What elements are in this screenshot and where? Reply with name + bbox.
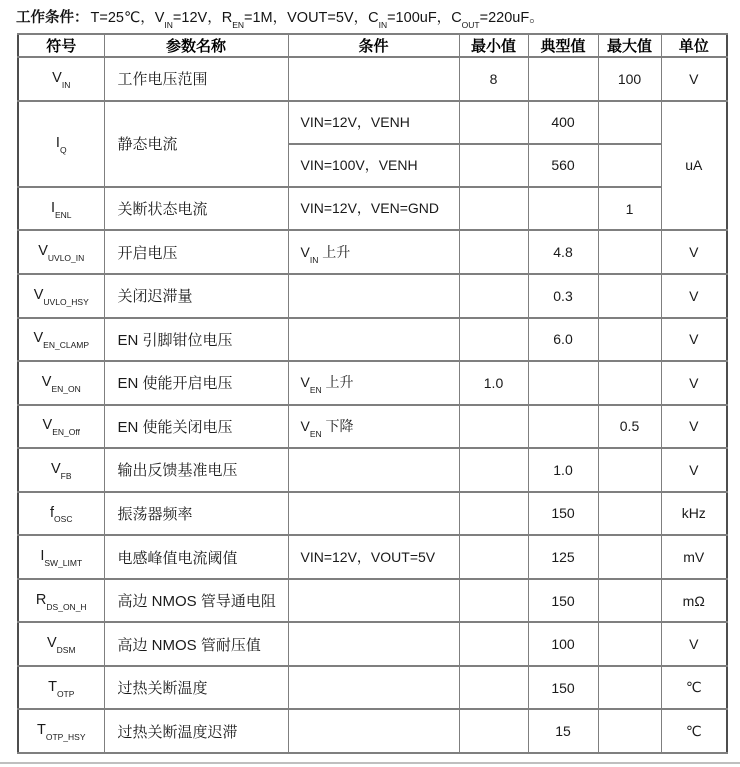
unit-cell: V bbox=[661, 230, 727, 274]
param-name-cell: EN 使能关闭电压 bbox=[104, 405, 288, 449]
min-cell bbox=[459, 535, 528, 579]
min-cell bbox=[459, 579, 528, 623]
min-cell: 8 bbox=[459, 57, 528, 101]
typ-cell bbox=[528, 57, 598, 101]
min-cell bbox=[459, 709, 528, 753]
unit-cell: kHz bbox=[661, 492, 727, 536]
max-cell: 1 bbox=[598, 187, 661, 231]
table-row bbox=[18, 492, 727, 536]
table-row bbox=[18, 361, 727, 405]
min-cell bbox=[459, 666, 528, 710]
symbol-cell: $V_{UVLO\_IN}$ bbox=[18, 230, 104, 274]
typ-cell: 0.3 bbox=[528, 274, 598, 318]
min-cell bbox=[459, 101, 528, 144]
symbol-cell: $T_{OTP\_HSY}$ bbox=[18, 709, 104, 753]
max-cell bbox=[598, 492, 661, 536]
condition-cell bbox=[288, 579, 459, 623]
typ-cell: 150 bbox=[528, 492, 598, 536]
param-name-cell: 关闭迟滞量 bbox=[104, 274, 288, 318]
condition-cell: VIN=12V，VEN=GND bbox=[288, 187, 459, 231]
param-name-cell: EN 引脚钳位电压 bbox=[104, 318, 288, 362]
symbol-cell: $I_{ENL}$ bbox=[18, 187, 104, 231]
symbol-cell: $V_{UVLO\_HSY}$ bbox=[18, 274, 104, 318]
param-name-cell: 静态电流 bbox=[104, 101, 288, 187]
table-row bbox=[18, 187, 727, 231]
max-cell: 0.5 bbox=[598, 405, 661, 449]
header-symbol: 符号 bbox=[18, 34, 104, 57]
min-cell bbox=[459, 405, 528, 449]
condition-cell bbox=[288, 622, 459, 666]
condition-cell bbox=[288, 448, 459, 492]
max-cell bbox=[598, 318, 661, 362]
min-cell bbox=[459, 492, 528, 536]
param-name-cell: 关断状态电流 bbox=[104, 187, 288, 231]
typ-cell: 1.0 bbox=[528, 448, 598, 492]
table-row bbox=[18, 318, 727, 362]
symbol-cell: $V_{DSM}$ bbox=[18, 622, 104, 666]
table-row bbox=[18, 535, 727, 579]
min-cell bbox=[459, 230, 528, 274]
param-name-cell: 高边 NMOS 管导通电阻 bbox=[104, 579, 288, 623]
param-name-cell: 过热关断温度迟滞 bbox=[104, 709, 288, 753]
operating-conditions-line bbox=[16, 6, 544, 28]
min-cell bbox=[459, 274, 528, 318]
typ-cell: 100 bbox=[528, 622, 598, 666]
condition-cell bbox=[288, 492, 459, 536]
max-cell bbox=[598, 448, 661, 492]
unit-cell: uA bbox=[661, 101, 727, 231]
table-header-row bbox=[18, 34, 727, 57]
param-name-cell: 电感峰值电流阈值 bbox=[104, 535, 288, 579]
header-param-name: 参数名称 bbox=[104, 34, 288, 57]
min-cell bbox=[459, 448, 528, 492]
condition-cell: $V_{EN}$ 上升 bbox=[288, 361, 459, 405]
param-name-cell: EN 使能开启电压 bbox=[104, 361, 288, 405]
symbol-cell: $f_{OSC}$ bbox=[18, 492, 104, 536]
condition-segment: $C_{IN}=100uF$， bbox=[368, 10, 452, 30]
param-name-cell: 输出反馈基准电压 bbox=[104, 448, 288, 492]
symbol-cell: $R_{DS\_ON\_H}$ bbox=[18, 579, 104, 623]
min-cell bbox=[459, 622, 528, 666]
table-row bbox=[18, 448, 727, 492]
max-cell bbox=[598, 622, 661, 666]
max-cell bbox=[598, 361, 661, 405]
condition-cell: VIN=100V，VENH bbox=[288, 144, 459, 187]
typ-cell: 560 bbox=[528, 144, 598, 187]
unit-cell: V bbox=[661, 57, 727, 101]
symbol-cell: $V_{EN\_Off}$ bbox=[18, 405, 104, 449]
table-row bbox=[18, 622, 727, 666]
min-cell: 1.0 bbox=[459, 361, 528, 405]
condition-cell bbox=[288, 709, 459, 753]
max-cell bbox=[598, 709, 661, 753]
page-divider bbox=[0, 762, 740, 764]
table-row bbox=[18, 57, 727, 101]
max-cell: 100 bbox=[598, 57, 661, 101]
table-row bbox=[18, 274, 727, 318]
unit-cell: V bbox=[661, 274, 727, 318]
min-cell bbox=[459, 187, 528, 231]
max-cell bbox=[598, 274, 661, 318]
max-cell bbox=[598, 144, 661, 187]
condition-cell: VIN=12V，VENH bbox=[288, 101, 459, 144]
unit-cell: V bbox=[661, 361, 727, 405]
unit-cell: V bbox=[661, 318, 727, 362]
table-row bbox=[18, 101, 727, 144]
min-cell bbox=[459, 144, 528, 187]
parameter-table bbox=[17, 33, 728, 754]
condition-segment: $R_{EN}=1M$， bbox=[221, 10, 288, 30]
max-cell bbox=[598, 535, 661, 579]
header-condition: 条件 bbox=[288, 34, 459, 57]
max-cell bbox=[598, 230, 661, 274]
param-name-cell: 振荡器频率 bbox=[104, 492, 288, 536]
condition-segment: $C_{OUT}=220uF$。 bbox=[451, 10, 544, 30]
condition-segment: $V_{IN}=12V$， bbox=[154, 10, 222, 30]
table-row bbox=[18, 666, 727, 710]
condition-cell bbox=[288, 274, 459, 318]
param-name-cell: 过热关断温度 bbox=[104, 666, 288, 710]
condition-cell: VIN=12V，VOUT=5V bbox=[288, 535, 459, 579]
header-unit: 单位 bbox=[661, 34, 727, 57]
condition-cell: $V_{IN}$ 上升 bbox=[288, 230, 459, 274]
symbol-cell: $I_Q$ bbox=[18, 101, 104, 187]
table-row bbox=[18, 405, 727, 449]
unit-cell: V bbox=[661, 405, 727, 449]
condition-cell bbox=[288, 666, 459, 710]
header-min: 最小值 bbox=[459, 34, 528, 57]
symbol-cell: $T_{OTP}$ bbox=[18, 666, 104, 710]
header-typ: 典型值 bbox=[528, 34, 598, 57]
unit-cell: V bbox=[661, 448, 727, 492]
max-cell bbox=[598, 666, 661, 710]
condition-cell bbox=[288, 57, 459, 101]
typ-cell: 150 bbox=[528, 666, 598, 710]
typ-cell: 4.8 bbox=[528, 230, 598, 274]
max-cell bbox=[598, 579, 661, 623]
unit-cell: V bbox=[661, 622, 727, 666]
symbol-cell: $V_{FB}$ bbox=[18, 448, 104, 492]
unit-cell: mV bbox=[661, 535, 727, 579]
table-row bbox=[18, 230, 727, 274]
unit-cell: ℃ bbox=[661, 709, 727, 753]
condition-segment: VOUT=5V， bbox=[287, 10, 369, 26]
condition-segment: T=25℃， bbox=[90, 10, 155, 26]
typ-cell: 6.0 bbox=[528, 318, 598, 362]
typ-cell bbox=[528, 405, 598, 449]
operating-conditions-label: 工作条件： bbox=[16, 10, 89, 26]
symbol-cell: $V_{IN}$ bbox=[18, 57, 104, 101]
typ-cell: 150 bbox=[528, 579, 598, 623]
typ-cell: 400 bbox=[528, 101, 598, 144]
param-name-cell: 高边 NMOS 管耐压值 bbox=[104, 622, 288, 666]
max-cell bbox=[598, 101, 661, 144]
symbol-cell: $V_{EN\_CLAMP}$ bbox=[18, 318, 104, 362]
typ-cell bbox=[528, 361, 598, 405]
param-name-cell: 工作电压范围 bbox=[104, 57, 288, 101]
condition-cell: $V_{EN}$ 下降 bbox=[288, 405, 459, 449]
header-max: 最大值 bbox=[598, 34, 661, 57]
table-row bbox=[18, 709, 727, 753]
typ-cell bbox=[528, 187, 598, 231]
unit-cell: ℃ bbox=[661, 666, 727, 710]
symbol-cell: $I_{SW\_LIMT}$ bbox=[18, 535, 104, 579]
condition-cell bbox=[288, 318, 459, 362]
param-name-cell: 开启电压 bbox=[104, 230, 288, 274]
typ-cell: 15 bbox=[528, 709, 598, 753]
typ-cell: 125 bbox=[528, 535, 598, 579]
symbol-cell: $V_{EN\_ON}$ bbox=[18, 361, 104, 405]
min-cell bbox=[459, 318, 528, 362]
unit-cell: mΩ bbox=[661, 579, 727, 623]
table-row bbox=[18, 579, 727, 623]
